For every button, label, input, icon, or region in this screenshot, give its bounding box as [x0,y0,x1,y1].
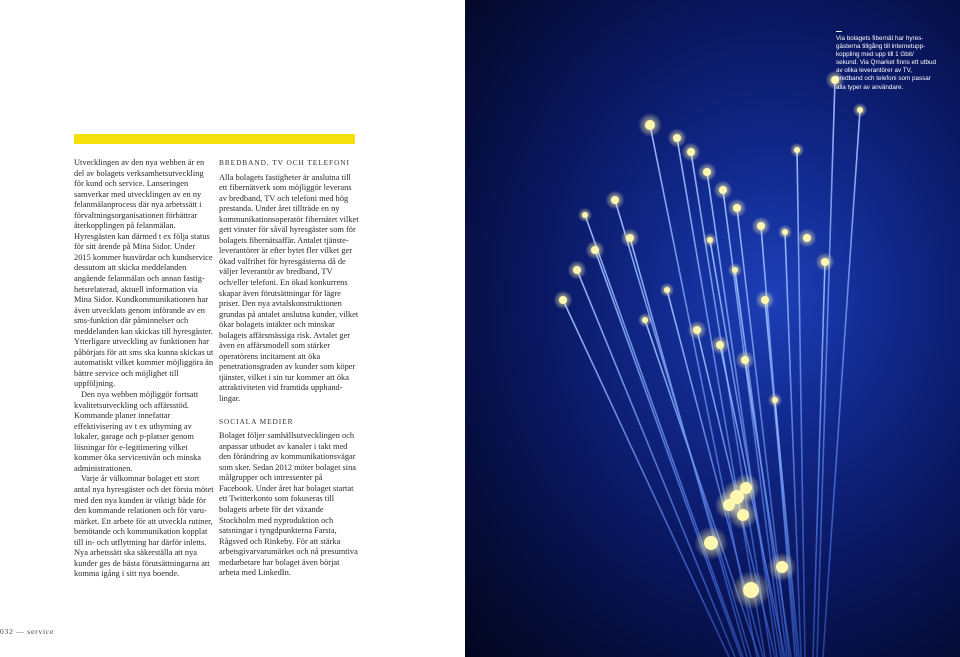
fiber-tip [673,134,681,142]
fiber-strand [817,80,835,657]
fiber-tip [626,234,634,242]
fiber-tip [743,582,759,598]
fiber-tip [591,246,599,254]
photo-caption [836,31,936,92]
fiber-tip [794,147,800,153]
section-heading-broadband: BREDBAND, TV OCH TELEFONI [219,158,350,167]
fiber-tip [642,317,648,323]
page-folio: 032 — service [0,627,55,636]
fiber-tip [611,196,619,204]
paragraph: Den nya webben möjliggör fortsatt kvalitetsutveckling och affärsstöd. Kommande planer innefattar effektivisering av t ex uthyrning av lokaler, garage och p-platser genom lösningar för e-legitimering vilket kommer öka servicenivån och minska administrationen. [74,390,201,473]
fiber-strand [595,250,741,657]
fiber-tip [573,266,581,274]
fiber-strand [823,110,860,657]
fiber-tip [757,222,765,230]
fiber-tip [716,341,724,349]
fiber-tip [664,287,670,293]
fiber-tip [782,229,788,235]
fiber-strand [563,300,729,657]
fiber-tip [723,499,735,511]
fiber-tip [707,237,713,243]
fiber-tip [803,234,811,242]
fiber-tip [703,168,711,176]
fiber-strands-graphic [465,0,960,657]
paragraph: Utvecklingen av den nya webben är en del av bolagets verksamhetsutveckling för kund och service. Lanseringen samverkar med utvecklingen av en ny felanmälanprocess där nya arbetssätt i förvaltningsorganisationen förbättrar återkopplingen på felanmälan. Hyresgästen kan därmed t ex följa status för sitt ärende på Mina Sidor. Under 2015 kommer husvärdar och kundservice dessutom att skicka meddelanden angående felanmälan och annan fastighetsrelaterad, aktuell information via Mina Sidor. Kundkommunikationen har även utvecklats genom införande av en sms-funktion där påminnelser och meddelanden kan skickas till hyresgäster. Ytterligare utveckling av funktionen har påbörjats för att sms ska kunna skickas ut automatiskt vilket kommer möjliggöra än bättre service och möjlighet till uppföljning. [74,158,214,389]
fiber-tip [740,482,752,494]
caption-dash [836,31,842,32]
fiber-tip [645,120,655,130]
fiber-tip [693,326,701,334]
paragraph: Bolaget följer samhällsutvecklingen och anpassar utbudet av kanaler i takt med den förändring av kommunikationsvägar som sker. Sedan 2012 möter bolaget sina målgrupper och intressenter på Facebook. Under året har bolaget startat ett Twitterkonto som fokuseras till bolagets arbete för det växande Stockholm med nyproduktion och satsningar i tyngdpunkterna Farsta, Rågsved och Rinkeby. För att stärka arbetsgivarvarumärket och nå presumtiva medarbetare har bolaget även börjat arbeta med LinkedIn. [219,431,358,578]
paragraph: Varje år välkomnar bolaget ett stort antal nya hyresgäster och det första mötet med den nya kunden är viktigt både för den kommande relationen och för varumärket. Ett arbete för att utveckla rutiner, bemötande och kommunikation kopplat till in- och utflyttning har därför inletts. Nya arbetssätt ska säkerställa att nya kunder ges de bästa förutsättningarna att komma igång i sitt nya boende. [74,474,214,579]
text-column-right [219,158,359,579]
section-heading-social-media: SOCIALA MEDIER [219,416,294,426]
caption-text: Via bolagets fibernät har hyresgästerna tillgång till internetuppkoppling med upp till 1 Gbit/ sekund. Via Qmarket finns ett utbud av olika leverantörer av TV, bredband och telefoni som passar alla typer av användare. [836,35,936,91]
fiber-tip [732,267,738,273]
fiber-tip [733,204,741,212]
paragraph: Alla bolagets fastigheter är anslutna till ett fibernätverk som möjliggör leverans av bredband, TV och telefoni med hög prestanda. Under året tillträde en ny kommunikationsoperatör fibernätet vilket gett vinster för såväl hyresgäster som för bolagets fibernätsaffär. Antalet tjänsteleverantörer är efter bytet fler vilket ger ökad valfrihet för hyresgästerna då de väljer leverantör av bredband, TV och/eller telefoni. En ökad konkurrens skapar även förutsättningar för lägre priser. Den nya avtalskonstruktionen grundas på antalet anslutna kunder, vilket ökar bolagets intäkter och minskar bolagets affärsmässiga risk. Avtalet ger även en affärsmodell som stärker operatörens incitament att öka penetrationsgraden av kunder som köper tjänster, vilket i sin tur kommer att öka attraktiviteten vid framtida upphandlingar. [219,172,359,404]
accent-bar [74,134,355,144]
fiber-tip [559,296,567,304]
fiber-tip [741,356,749,364]
fiber-tip [857,107,863,113]
fiber-tip [772,397,778,403]
fiber-tip [582,212,588,218]
fiber-tip [719,186,727,194]
fiber-tip [687,148,695,156]
text-column-left [74,158,214,580]
fiber-optics-photo [465,0,960,657]
fiber-strand [577,270,735,657]
fiber-tip [761,296,769,304]
fiber-strand [585,215,743,657]
fiber-tip [704,536,718,550]
fiber-tip [776,561,788,573]
fiber-tip [821,258,829,266]
left-page [0,0,465,657]
